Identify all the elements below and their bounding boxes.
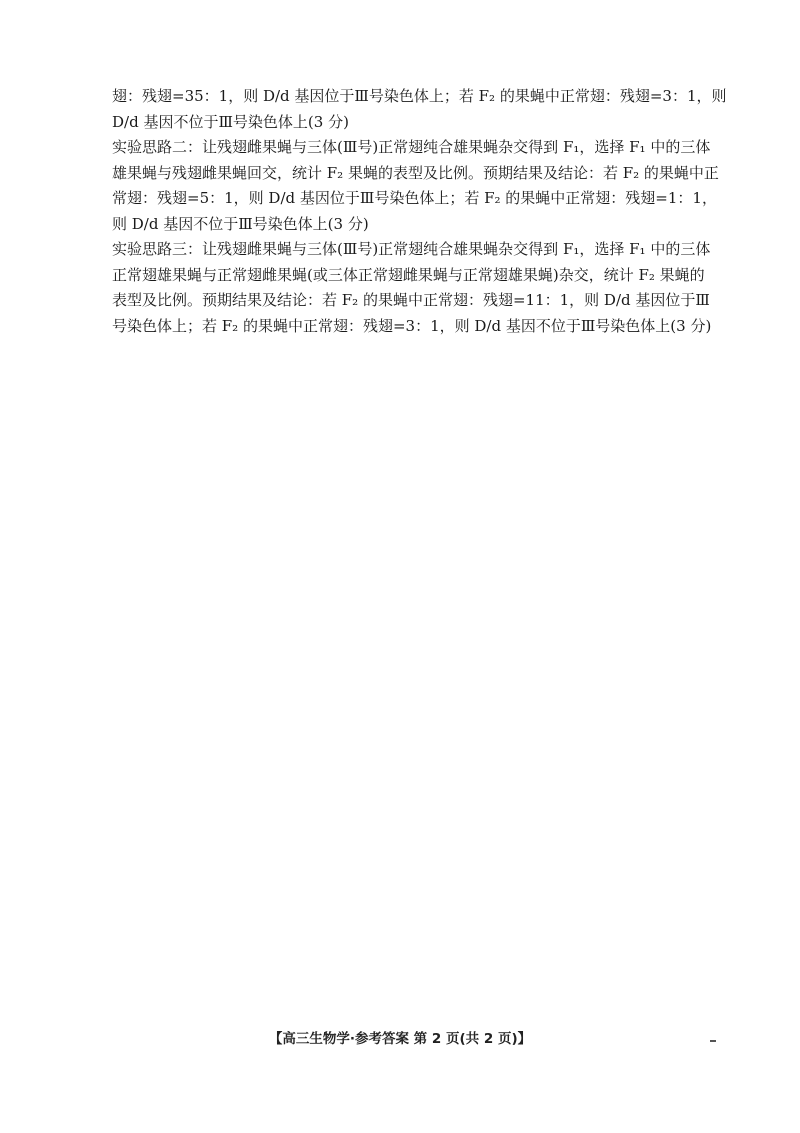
text-line: 实验思路二：让残翅雌果蝇与三体(Ⅲ号)正常翅纯合雄果蝇杂交得到 F₁，选择 F₁ 中的三体 <box>112 138 711 156</box>
text-line: 号染色体上；若 F₂ 的果蝇中正常翅：残翅=3：1，则 D/d 基因不位于Ⅲ号染色体上(3 分) <box>112 316 712 335</box>
text-line: 则 D/d 基因不位于Ⅲ号染色体上(3 分) <box>112 214 369 233</box>
answer-text-block <box>112 84 727 339</box>
scan-mark <box>710 1040 716 1042</box>
text-line: 正常翅雄果蝇与正常翅雌果蝇(或三体正常翅雌果蝇与正常翅雄果蝇)杂交，统计 F₂ 果蝇的 <box>112 265 705 284</box>
text-line: 常翅：残翅=5：1，则 D/d 基因位于Ⅲ号染色体上；若 F₂ 的果蝇中正常翅：残翅=1：1， <box>112 189 717 207</box>
text-line: 实验思路三：让残翅雌果蝇与三体(Ⅲ号)正常翅纯合雄果蝇杂交得到 F₁，选择 F₁ 中的三体 <box>112 240 711 258</box>
text-line: 表型及比例。预期结果及结论：若 F₂ 的果蝇中正常翅：残翅=11：1，则 D/d 基因位于Ⅲ <box>112 291 710 309</box>
text-line: D/d 基因不位于Ⅲ号染色体上(3 分) <box>112 112 349 131</box>
text-line: 翅：残翅=35：1，则 D/d 基因位于Ⅲ号染色体上；若 F₂ 的果蝇中正常翅：残翅=3：1，则 <box>112 87 727 105</box>
text-line: 雄果蝇与残翅雌果蝇回交，统计 F₂ 果蝇的表型及比例。预期结果及结论：若 F₂ 的果蝇中正 <box>112 163 719 182</box>
page-footer: 【高三生物学·参考答案 第 2 页(共 2 页)】 <box>268 1031 532 1047</box>
